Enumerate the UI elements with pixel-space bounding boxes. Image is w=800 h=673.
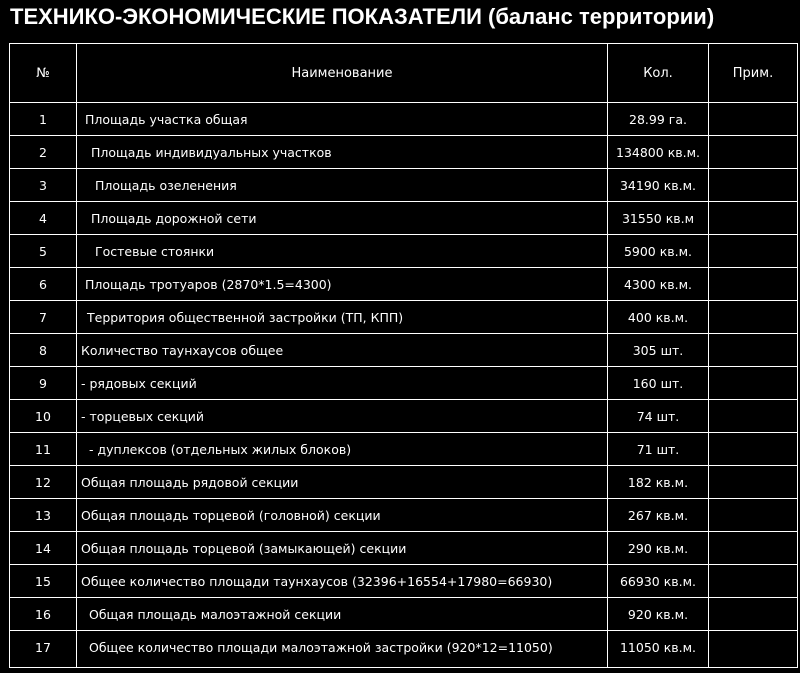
row-name: - рядовых секций — [81, 376, 197, 391]
row-name: Общая площадь торцевой (головной) секции — [81, 508, 381, 523]
row-name: Площадь участка общая — [85, 112, 248, 127]
row-num: 11 — [35, 442, 51, 457]
row-note — [709, 202, 797, 235]
table-row — [10, 598, 797, 631]
table-row — [10, 400, 797, 433]
row-num: 14 — [35, 541, 51, 556]
row-num: 1 — [39, 112, 47, 127]
header-qty: Кол. — [643, 66, 673, 81]
row-note — [709, 631, 797, 664]
table-row — [10, 136, 797, 169]
row-note — [709, 499, 797, 532]
table-row — [10, 565, 797, 598]
row-qty: 305 шт. — [632, 343, 684, 358]
table-row — [10, 268, 797, 301]
header-num: № — [36, 66, 50, 81]
indicators-table — [9, 43, 798, 668]
row-qty: 920 кв.м. — [627, 607, 689, 622]
row-note — [709, 103, 797, 136]
table-row — [10, 367, 797, 400]
row-note — [709, 301, 797, 334]
row-num: 6 — [39, 277, 47, 292]
row-qty: 160 шт. — [632, 376, 684, 391]
row-qty: 134800 кв.м. — [616, 145, 700, 160]
row-qty: 5900 кв.м. — [623, 244, 693, 259]
row-num: 5 — [39, 244, 47, 259]
row-note — [709, 334, 797, 367]
row-name: Общее количество площади малоэтажной застройки (920*12=11050) — [89, 640, 553, 655]
row-qty: 4300 кв.м. — [623, 277, 693, 292]
row-num: 4 — [39, 211, 47, 226]
row-name: - дуплексов (отдельных жилых блоков) — [89, 442, 352, 457]
row-note — [709, 532, 797, 565]
row-name: Общая площадь рядовой секции — [81, 475, 299, 490]
table-row — [10, 202, 797, 235]
row-qty: 74 шт. — [636, 409, 680, 424]
table-row — [10, 169, 797, 202]
row-qty: 31550 кв.м — [621, 211, 695, 226]
row-note — [709, 565, 797, 598]
row-note — [709, 268, 797, 301]
row-num: 9 — [39, 376, 47, 391]
row-name: Гостевые стоянки — [95, 244, 215, 259]
row-qty: 71 шт. — [636, 442, 680, 457]
table-row — [10, 235, 797, 268]
row-num: 13 — [35, 508, 51, 523]
row-num: 16 — [35, 607, 51, 622]
row-qty: 182 кв.м. — [627, 475, 689, 490]
row-name: Площадь тротуаров (2870*1.5=4300) — [85, 277, 332, 292]
table-row — [10, 103, 797, 136]
row-qty: 400 кв.м. — [627, 310, 689, 325]
table-row — [10, 631, 797, 664]
row-name: Общая площадь торцевой (замыкающей) секции — [81, 541, 407, 556]
row-note — [709, 598, 797, 631]
table-row — [10, 301, 797, 334]
row-note — [709, 433, 797, 466]
row-note — [709, 466, 797, 499]
table-row — [10, 334, 797, 367]
row-num: 3 — [39, 178, 47, 193]
table-grid — [10, 44, 797, 667]
row-name: - торцевых секций — [81, 409, 205, 424]
row-num: 17 — [35, 640, 51, 655]
row-name: Площадь индивидуальных участков — [91, 145, 332, 160]
table-row — [10, 466, 797, 499]
table-header — [10, 44, 797, 103]
row-name: Площадь озеленения — [95, 178, 237, 193]
table-row — [10, 433, 797, 466]
header-name: Наименование — [291, 66, 393, 81]
row-note — [709, 169, 797, 202]
row-note — [709, 136, 797, 169]
row-name: Количество таунхаусов общее — [81, 343, 284, 358]
row-name: Общая площадь малоэтажной секции — [89, 607, 342, 622]
row-num: 7 — [39, 310, 47, 325]
row-qty: 290 кв.м. — [627, 541, 689, 556]
table-row — [10, 532, 797, 565]
page-title: ТЕХНИКО-ЭКОНОМИЧЕСКИЕ ПОКАЗАТЕЛИ (баланс территории) — [10, 4, 715, 29]
row-qty: 28.99 га. — [629, 112, 687, 127]
row-num: 2 — [39, 145, 47, 160]
row-note — [709, 367, 797, 400]
row-name: Территория общественной застройки (ТП, КПП) — [87, 310, 404, 325]
table-row — [10, 499, 797, 532]
row-qty: 11050 кв.м. — [619, 640, 697, 655]
row-note — [709, 235, 797, 268]
row-num: 8 — [39, 343, 47, 358]
row-qty: 34190 кв.м. — [619, 178, 697, 193]
row-num: 12 — [35, 475, 51, 490]
header-note: Прим. — [732, 66, 774, 81]
row-name: Общее количество площади таунхаусов (32396+16554+17980=66930) — [81, 574, 553, 589]
row-name: Площадь дорожной сети — [91, 211, 257, 226]
row-num: 15 — [35, 574, 51, 589]
row-qty: 267 кв.м. — [627, 508, 689, 523]
row-note — [709, 400, 797, 433]
row-num: 10 — [35, 409, 51, 424]
row-qty: 66930 кв.м. — [619, 574, 697, 589]
